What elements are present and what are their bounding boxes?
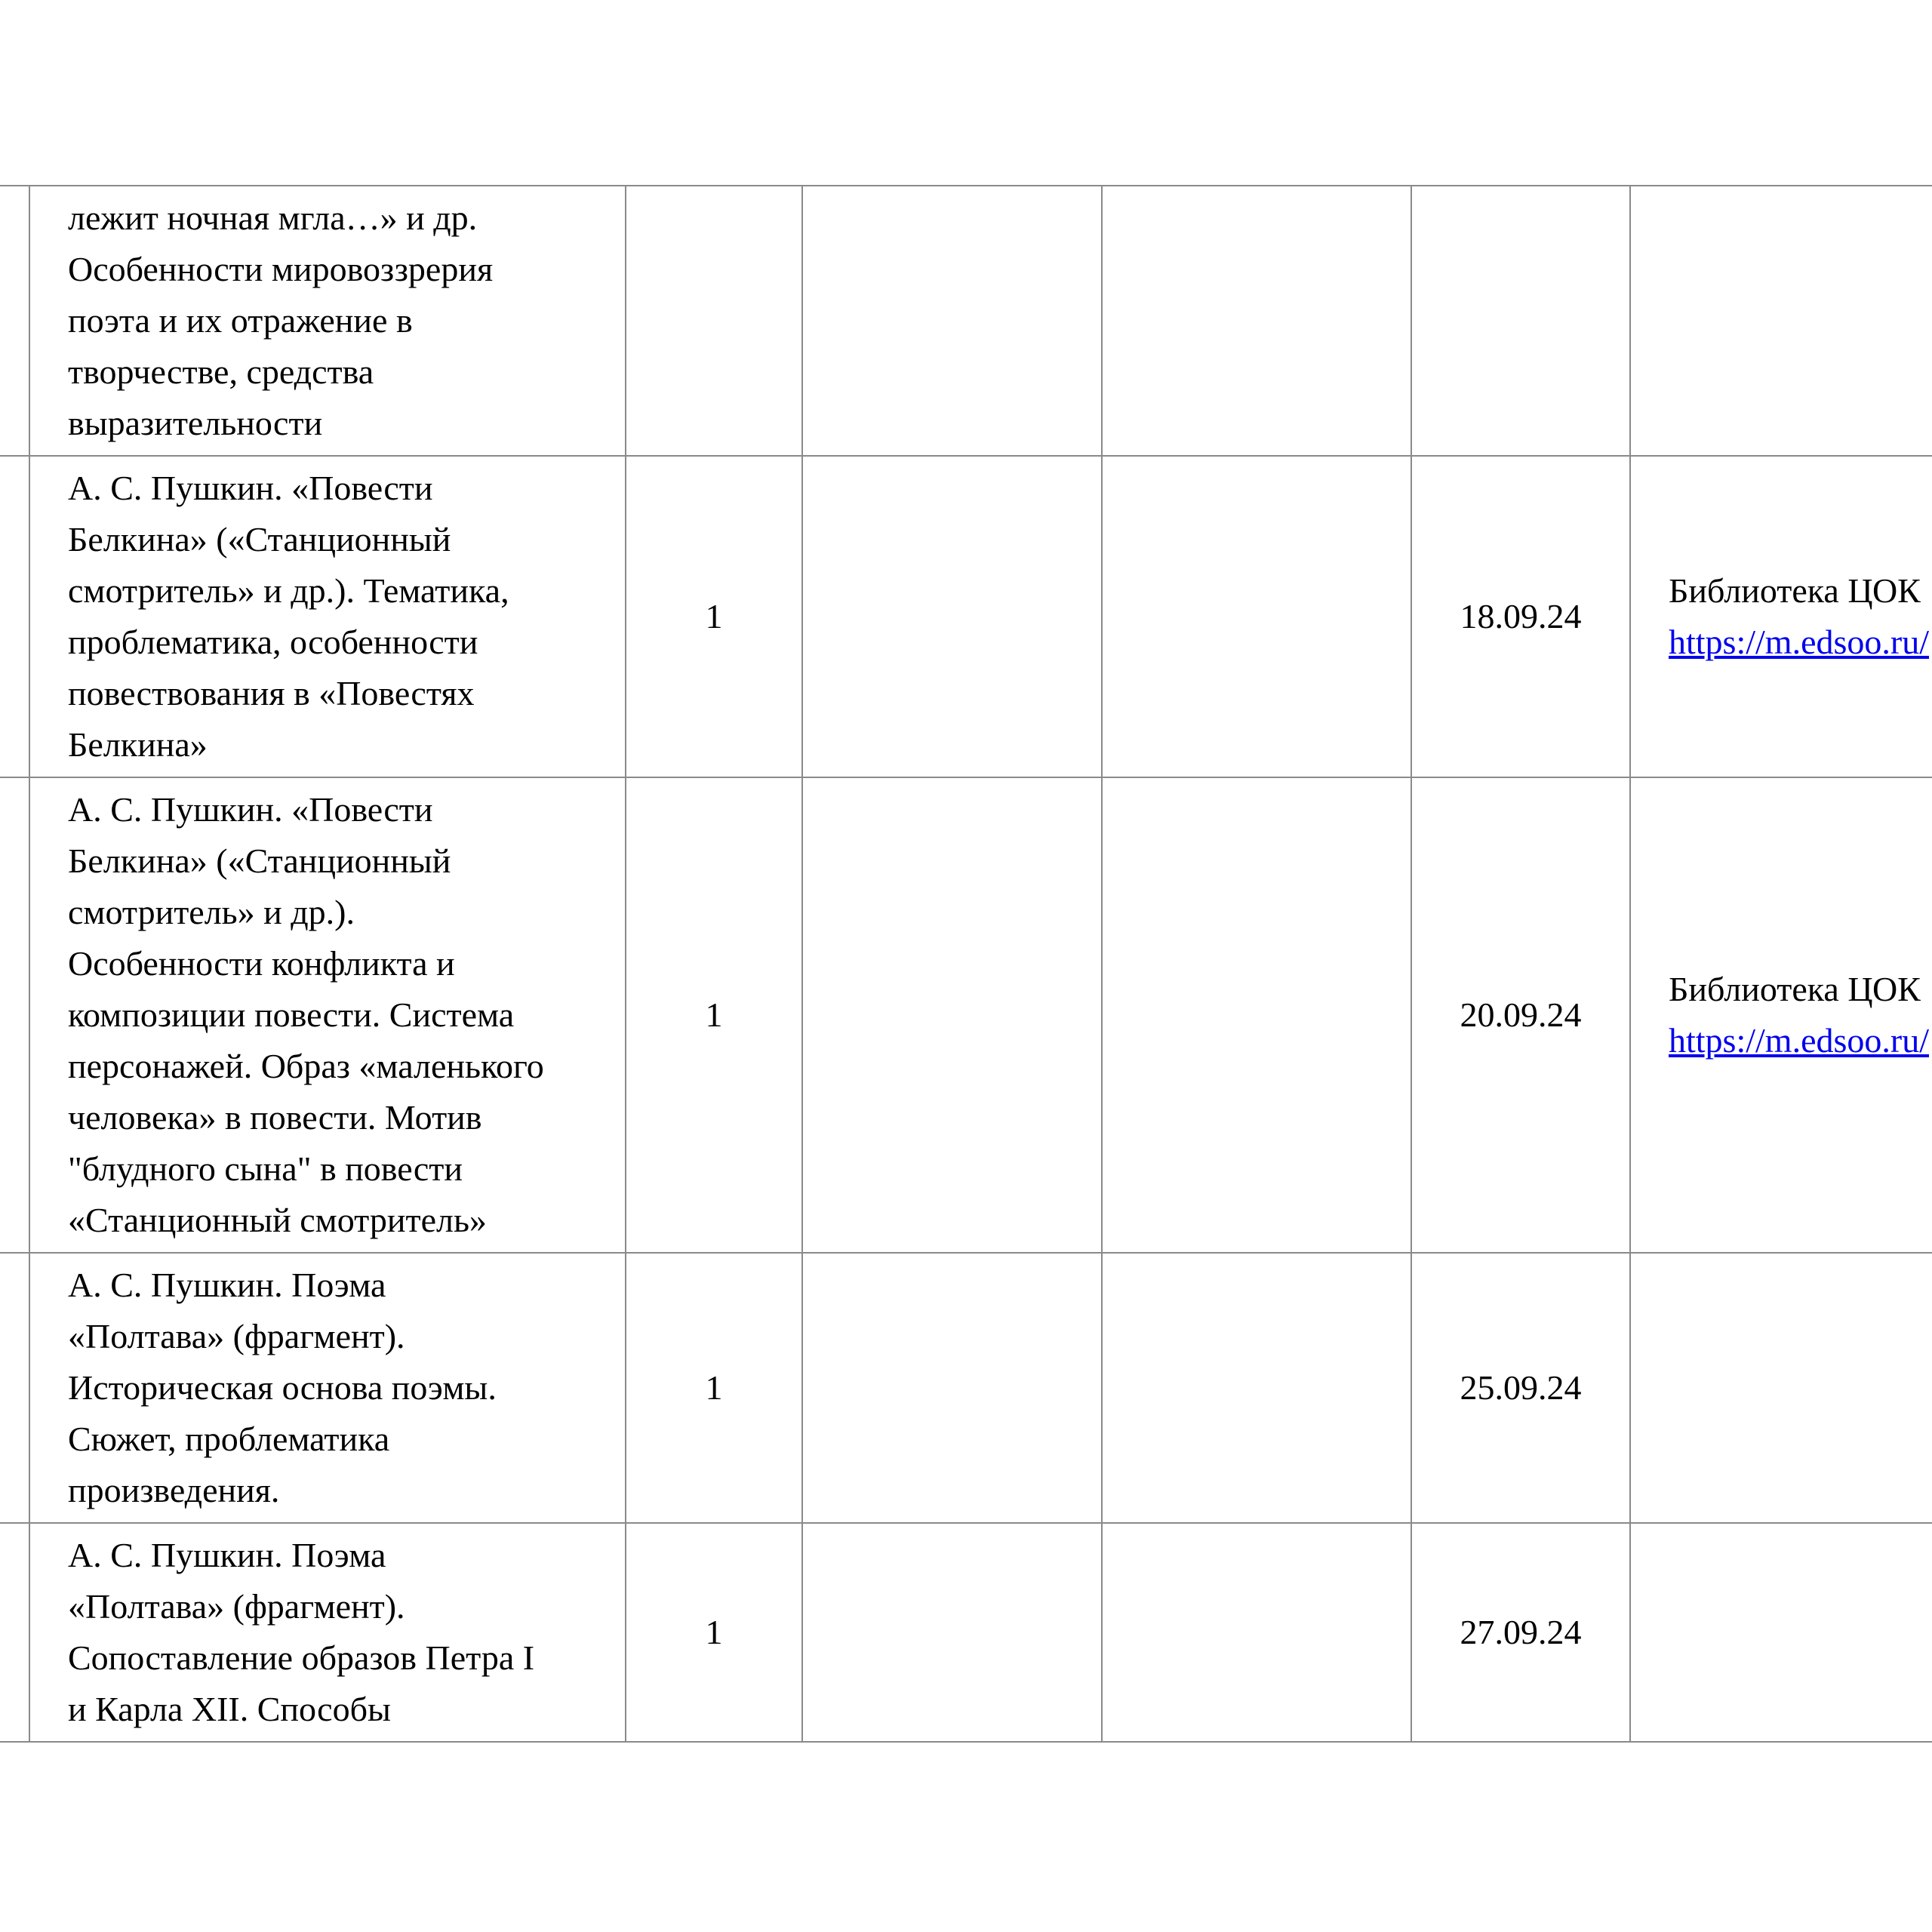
resources-cell — [1630, 1523, 1932, 1742]
control-works-cell — [802, 1523, 1102, 1742]
number-cell — [0, 1253, 29, 1523]
resource-link[interactable]: https://m.edsoo.ru/ — [1669, 623, 1929, 661]
number-cell — [0, 186, 29, 456]
topic-cell: А. С. Пушкин. «Повести Белкина» («Станционный смотритель» и др.). Тематика, проблематика, особенности повествования в «Повестях Белкина» — [29, 456, 626, 777]
date-cell: 18.09.24 — [1411, 456, 1630, 777]
hours-cell — [626, 186, 802, 456]
resources-cell — [1630, 456, 1932, 777]
table-row — [0, 777, 1932, 1253]
table-row — [0, 186, 1932, 456]
hours-cell: 1 — [626, 777, 802, 1253]
date-cell: 27.09.24 — [1411, 1523, 1630, 1742]
topic-cell: лежит ночная мгла…» и др. Особенности мировоззрерия поэта и их отражение в творчестве, средства выразительности — [29, 186, 626, 456]
resource-link[interactable]: https://m.edsoo.ru/ — [1669, 1021, 1929, 1060]
resources-cell — [1630, 186, 1932, 456]
control-works-cell — [802, 186, 1102, 456]
number-cell — [0, 456, 29, 777]
practical-works-cell — [1102, 1253, 1411, 1523]
number-cell — [0, 1523, 29, 1742]
control-works-cell — [802, 1253, 1102, 1523]
date-cell — [1411, 186, 1630, 456]
control-works-cell — [802, 456, 1102, 777]
practical-works-cell — [1102, 777, 1411, 1253]
table-row — [0, 456, 1932, 777]
topic-cell: А. С. Пушкин. Поэма «Полтава» (фрагмент). Историческая основа поэмы. Сюжет, проблематика произведения. — [29, 1253, 626, 1523]
topic-cell: А. С. Пушкин. «Повести Белкина» («Станционный смотритель» и др.). Особенности конфликта и композиции повести. Система персонажей. Образ «маленького человека» в повести. Мотив "блудного сына" в повести «Станционный смотритель» — [29, 777, 626, 1253]
date-cell: 25.09.24 — [1411, 1253, 1630, 1523]
practical-works-cell — [1102, 456, 1411, 777]
topic-cell: А. С. Пушкин. Поэма «Полтава» (фрагмент). Сопоставление образов Петра I и Карла XII. Способы — [29, 1523, 626, 1742]
hours-cell: 1 — [626, 1253, 802, 1523]
lesson-plan-table — [0, 185, 1932, 1743]
practical-works-cell — [1102, 1523, 1411, 1742]
hours-cell: 1 — [626, 1523, 802, 1742]
table-row — [0, 1523, 1932, 1742]
resources-cell — [1630, 777, 1932, 1253]
practical-works-cell — [1102, 186, 1411, 456]
control-works-cell — [802, 777, 1102, 1253]
date-cell: 20.09.24 — [1411, 777, 1630, 1253]
hours-cell: 1 — [626, 456, 802, 777]
number-cell — [0, 777, 29, 1253]
resource-label: Библиотека ЦОК — [1669, 970, 1921, 1008]
resource-label: Библиотека ЦОК — [1669, 571, 1921, 610]
table-row — [0, 1253, 1932, 1523]
resources-cell — [1630, 1253, 1932, 1523]
